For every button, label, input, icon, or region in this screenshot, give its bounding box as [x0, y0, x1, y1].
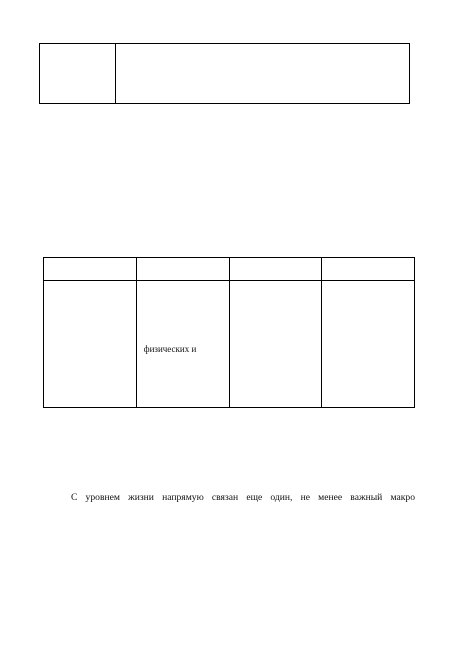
table-header-cell-4	[322, 258, 414, 280]
header-table	[39, 43, 410, 104]
table-cell-3	[230, 281, 323, 407]
table-cell-2	[137, 281, 230, 407]
table-row	[44, 281, 414, 407]
table-cell-text: физических и	[143, 344, 197, 354]
table-header-cell-1	[44, 258, 137, 280]
header-table-cell-left	[40, 44, 116, 103]
paragraph-text: С уровнем жизни напрямую связан еще один, не менее важный макро	[71, 492, 415, 503]
header-table-cell-right	[116, 44, 409, 103]
table-cell-4	[322, 281, 414, 407]
table-header-cell-2	[137, 258, 230, 280]
table-header-row	[44, 258, 414, 281]
table-cell-1	[44, 281, 137, 407]
table-header-cell-3	[230, 258, 323, 280]
data-table	[43, 257, 415, 408]
